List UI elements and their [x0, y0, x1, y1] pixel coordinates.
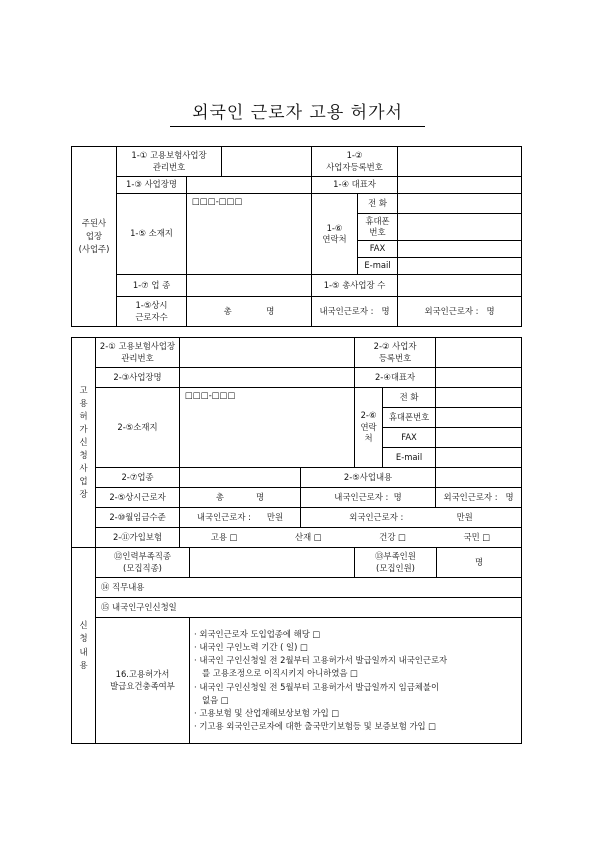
s2-ins-no-label: 2-① 고용보험사업장 관리번호 — [96, 338, 180, 368]
s2-wage-domestic: 내국인근로자 : 만원 — [180, 508, 301, 528]
s1-rep-field[interactable] — [398, 177, 522, 194]
s1-domestic-workers: 내국인근로자 : 명 — [312, 297, 398, 327]
s2-wage-label: 2-⑩월임금수준 — [96, 508, 180, 528]
s2-fax-field[interactable] — [436, 428, 522, 448]
s1-tel-field[interactable] — [398, 194, 522, 214]
s1-biz-name-field[interactable] — [187, 177, 312, 194]
condition-item: · 내국인 구인신청일 전 2월부터 고용허가서 발급일까지 내국인근로자 — [194, 655, 448, 666]
condition-item[interactable]: 를 고용조정으로 이직시키지 아니하였음 □ — [202, 668, 359, 679]
s1-industry-label: 1-⑦ 업 종 — [117, 275, 187, 297]
s1-addr-value: □□□-□□□ — [192, 196, 243, 206]
ins-accident-checkbox[interactable]: 산재 □ — [295, 531, 322, 542]
s3-job-label: ⑫인력부족직종 (모집직종) — [96, 548, 190, 578]
s2-tel-field[interactable] — [436, 388, 522, 408]
s2-industry-label: 2-⑦업종 — [96, 468, 180, 488]
s1-email-label: E-mail — [358, 258, 398, 275]
s3-conditions-label: 16.고용허가서 발급요건충족여부 — [96, 618, 190, 744]
condition-item[interactable]: · 고용보험 및 산업재해보상보험 가입 □ — [194, 707, 340, 718]
condition-item[interactable]: · 기고용 외국인근로자에 대한 출국만기보험등 및 보증보험 가입 □ — [194, 720, 437, 731]
s1-biz-reg-field[interactable] — [398, 147, 522, 177]
s1-addr-label: 1-⑤ 소재지 — [117, 194, 187, 275]
s1-total-biz-label: 1-⑤ 총사업장 수 — [312, 275, 398, 297]
s1-mobile-label: 휴대폰 번호 — [358, 214, 398, 241]
section1-label: 주된사 업장 (사업주) — [72, 147, 117, 327]
condition-item[interactable]: · 외국인근로자 도입업종에 해당 □ — [194, 629, 321, 640]
s2-biz-name-field[interactable] — [180, 368, 355, 388]
s1-mobile-field[interactable] — [398, 214, 522, 241]
s1-industry-field[interactable] — [187, 275, 312, 297]
s1-workers-label: 1-⑤상시 근로자수 — [117, 297, 187, 327]
s1-biz-reg-label: 1-② 사업자등록번호 — [312, 147, 398, 177]
s1-email-field[interactable] — [398, 258, 522, 275]
s2-addr-value: □□□-□□□ — [185, 390, 236, 400]
ins-health-checkbox[interactable]: 건강 □ — [379, 531, 407, 542]
s3-shortage-label: ⑬부족인원 (모집인원) — [355, 548, 437, 578]
applicant-workplace-table — [71, 337, 522, 548]
s2-mobile-field[interactable] — [436, 408, 522, 428]
main-workplace-table — [71, 146, 522, 327]
s3-domestic-date-label: ⑮ 내국인구인신청일 — [96, 598, 522, 618]
s3-shortage-unit: 명 — [474, 556, 484, 567]
ins-employment-checkbox[interactable]: 고용 □ — [210, 531, 238, 542]
s1-total-biz-field[interactable] — [398, 275, 522, 297]
section2-label: 고 용 허 가 신 청 사 업 장 — [72, 338, 96, 548]
s2-insurance-options — [180, 528, 522, 548]
s1-contact-label: 1-⑥ 연락처 — [312, 194, 358, 275]
condition-item[interactable]: 없음 □ — [202, 694, 229, 705]
s1-fax-label: FAX — [358, 241, 398, 258]
s2-insurance-label: 2-⑪가입보험 — [96, 528, 180, 548]
s2-contact-label: 2-⑥ 연락 처 — [355, 388, 383, 468]
s1-biz-name-label: 1-③ 사업장명 — [117, 177, 187, 194]
s2-addr-field[interactable] — [180, 388, 355, 468]
s2-fax-label: FAX — [383, 428, 436, 448]
s1-ins-no-field[interactable] — [222, 147, 312, 177]
s1-addr-field[interactable] — [187, 194, 312, 275]
s1-foreign-workers: 외국인근로자 : 명 — [398, 297, 522, 327]
s2-biz-reg-field[interactable] — [436, 338, 522, 368]
ins-pension-checkbox[interactable]: 국민 □ — [463, 531, 491, 542]
s2-ins-no-field[interactable] — [180, 338, 355, 368]
s2-domestic-workers: 내국인근로자 : 명 — [301, 488, 436, 508]
s1-total-workers: 총 명 — [187, 297, 312, 327]
s1-ins-no-label: 1-① 고용보험사업장 관리번호 — [117, 147, 222, 177]
s2-workers-label: 2-⑤상시근로자 — [96, 488, 180, 508]
application-content-table — [71, 547, 522, 744]
s1-rep-label: 1-④ 대표자 — [312, 177, 398, 194]
s1-tel-label: 전 화 — [358, 194, 398, 214]
s2-business-label: 2-⑤사업내용 — [301, 468, 436, 488]
s1-fax-field[interactable] — [398, 241, 522, 258]
s2-foreign-workers: 외국인근로자 : 명 — [436, 488, 522, 508]
s2-mobile-label: 휴대폰번호 — [383, 408, 436, 428]
s2-email-field[interactable] — [436, 448, 522, 468]
s2-business-field[interactable] — [436, 468, 522, 488]
s2-total-workers: 총 명 — [180, 488, 301, 508]
s2-industry-field[interactable] — [180, 468, 301, 488]
condition-item: · 내국인 구인신청일 전 5월부터 고용허가서 발급일까지 임금체불이 — [194, 681, 440, 692]
page-title: 외국인 근로자 고용 허가서 — [170, 100, 425, 127]
s2-biz-name-label: 2-③사업장명 — [96, 368, 180, 388]
s2-wage-foreign: 외국인근로자 : 만원 — [301, 508, 522, 528]
s2-tel-label: 전 화 — [383, 388, 436, 408]
s2-addr-label: 2-⑤소재지 — [96, 388, 180, 468]
s3-shortage-field[interactable] — [437, 548, 522, 578]
s2-biz-reg-label: 2-② 사업자 등록번호 — [355, 338, 436, 368]
s3-duty-label: ⑭ 직무내용 — [96, 578, 522, 598]
s3-job-field[interactable] — [190, 548, 355, 578]
s2-rep-field[interactable] — [436, 368, 522, 388]
s3-conditions-list — [190, 618, 522, 744]
s2-email-label: E-mail — [383, 448, 436, 468]
s2-rep-label: 2-④대표자 — [355, 368, 436, 388]
condition-item[interactable]: · 내국인 구인노력 기간 ( 일) □ — [194, 642, 308, 653]
section3-label: 신 청 내 용 — [72, 548, 96, 744]
